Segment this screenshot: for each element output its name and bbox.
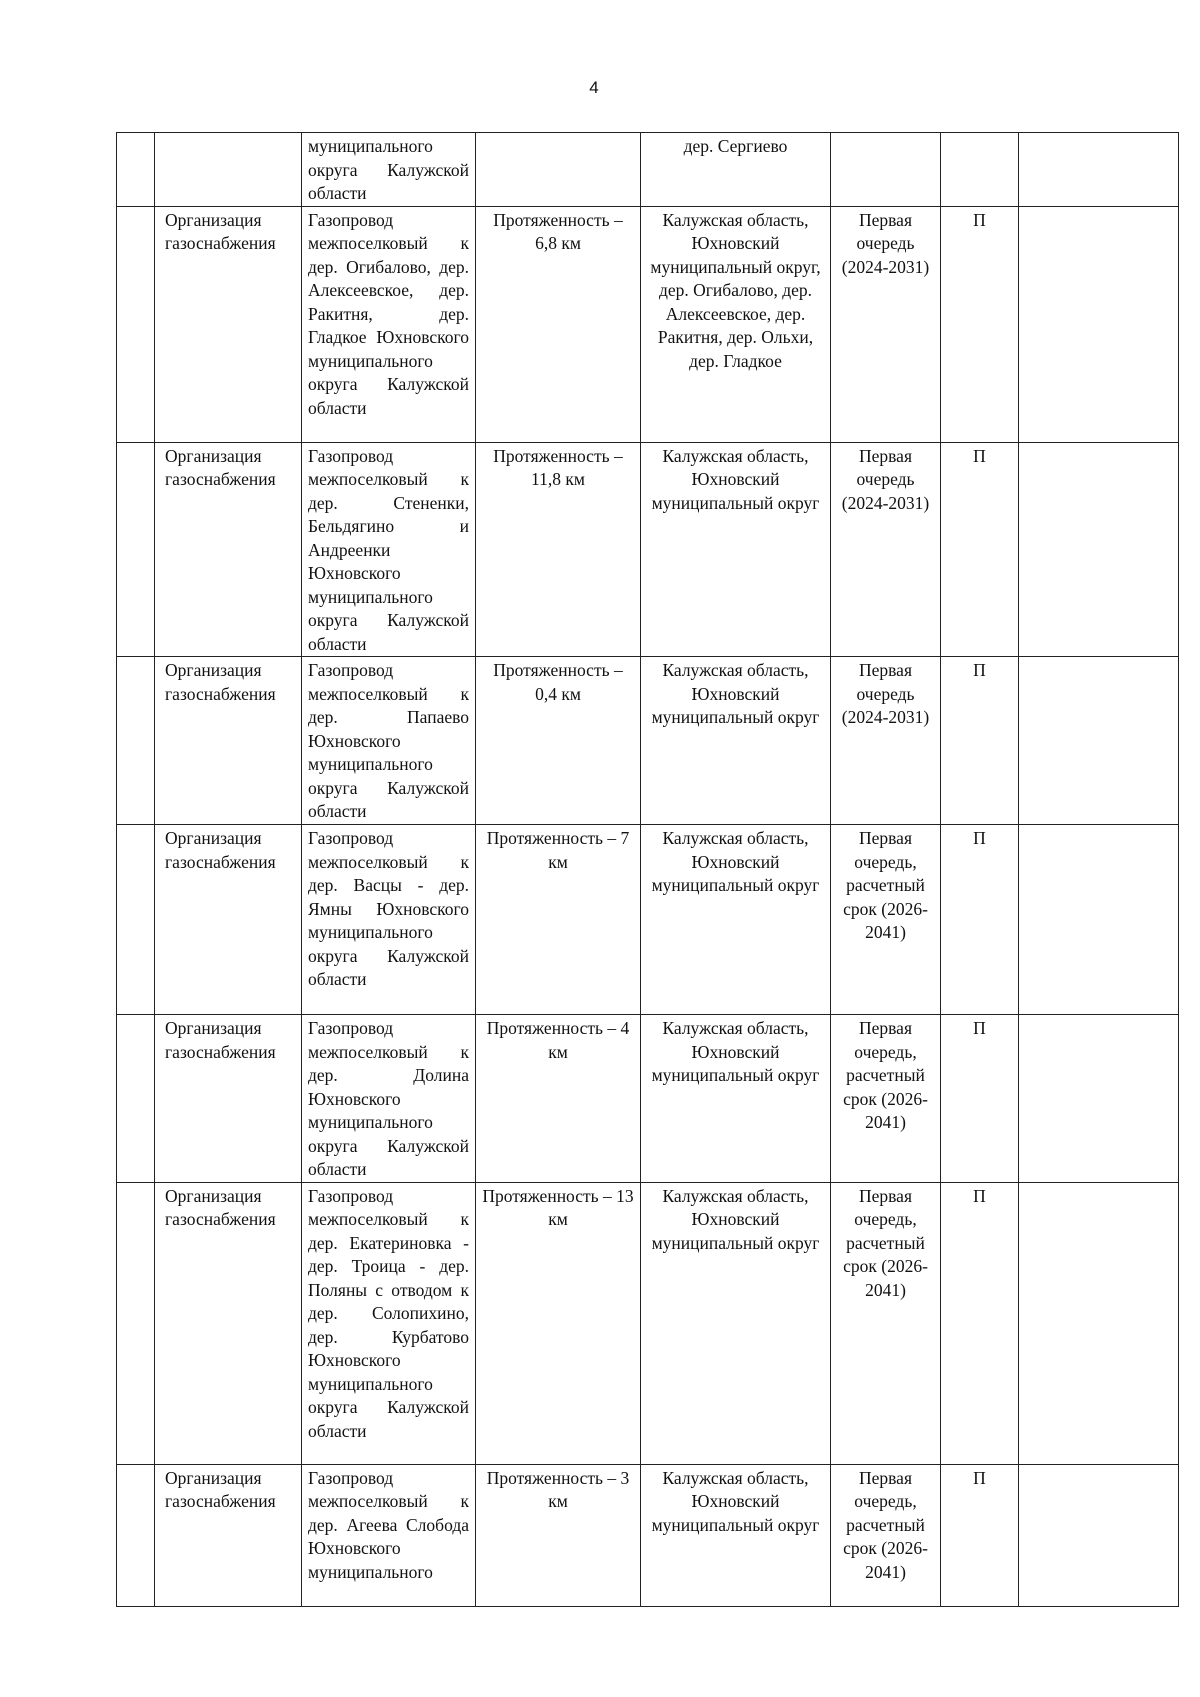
row-status-cell: П	[941, 825, 1019, 1015]
table-row	[117, 657, 1179, 825]
row-location-cell: дер. Сергиево	[641, 133, 831, 207]
row-characteristics-cell: Протяженность – 7 км	[476, 825, 641, 1015]
row-name-cell: Организация газоснабжения	[155, 1015, 302, 1183]
row-location-cell: Калужская область, Юхновский муниципальный округ	[641, 1015, 831, 1183]
row-term-cell: Первая очередь (2024-2031)	[831, 442, 941, 657]
row-term-cell	[831, 133, 941, 207]
row-location-cell: Калужская область, Юхновский муниципальный округ	[641, 825, 831, 1015]
row-object-cell: Газопровод межпоселковый к дер. Долина Юхновского муниципального округа Калужской области	[302, 1015, 476, 1183]
row-name-cell: Организация газоснабжения	[155, 1182, 302, 1464]
table-row	[117, 442, 1179, 657]
row-status-cell: П	[941, 206, 1019, 442]
row-characteristics-cell: Протяженность – 6,8 км	[476, 206, 641, 442]
row-location-cell: Калужская область, Юхновский муниципальный округ	[641, 442, 831, 657]
row-term-cell: Первая очередь, расчетный срок (2026-2041)	[831, 1464, 941, 1606]
row-characteristics-cell: Протяженность – 13 км	[476, 1182, 641, 1464]
row-location-cell: Калужская область, Юхновский муниципальный округ	[641, 657, 831, 825]
table-row	[117, 825, 1179, 1015]
row-location-cell: Калужская область, Юхновский муниципальный округ	[641, 1464, 831, 1606]
row-status-cell: П	[941, 1464, 1019, 1606]
row-status-cell: П	[941, 657, 1019, 825]
row-characteristics-cell	[476, 133, 641, 207]
row-name-cell: Организация газоснабжения	[155, 1464, 302, 1606]
table-row	[117, 1464, 1179, 1606]
row-term-cell: Первая очередь, расчетный срок (2026-2041)	[831, 1182, 941, 1464]
row-name-cell: Организация газоснабжения	[155, 657, 302, 825]
row-object-cell: Газопровод межпоселковый к дер. Огибалово, дер. Алексеевское, дер. Ракитня, дер. Гладкое Юхновского муниципального округа Калужской области	[302, 206, 476, 442]
page-number: 4	[589, 78, 599, 97]
table-row	[117, 1015, 1179, 1183]
row-term-cell: Первая очередь (2024-2031)	[831, 206, 941, 442]
row-status-cell: П	[941, 1182, 1019, 1464]
row-status-cell: П	[941, 1015, 1019, 1183]
row-name-cell: Организация газоснабжения	[155, 442, 302, 657]
row-location-cell: Калужская область, Юхновский муниципальный округ, дер. Огибалово, дер. Алексеевское, дер. Ракитня, дер. Ольхи, дер. Гладкое	[641, 206, 831, 442]
row-term-cell: Первая очередь, расчетный срок (2026-2041)	[831, 825, 941, 1015]
row-name-cell	[155, 133, 302, 207]
row-location-cell: Калужская область, Юхновский муниципальный округ	[641, 1182, 831, 1464]
table-row	[117, 1182, 1179, 1464]
row-object-cell: Газопровод межпоселковый к дер. Васцы - дер. Ямны Юхновского муниципального округа Калужской области	[302, 825, 476, 1015]
row-object-cell: Газопровод межпоселковый к дер. Папаево Юхновского муниципального округа Калужской области	[302, 657, 476, 825]
row-status-cell: П	[941, 442, 1019, 657]
row-term-cell: Первая очередь (2024-2031)	[831, 657, 941, 825]
row-object-cell: Газопровод межпоселковый к дер. Агеева Слобода Юхновского муниципального	[302, 1464, 476, 1606]
row-term-cell: Первая очередь, расчетный срок (2026-2041)	[831, 1015, 941, 1183]
row-name-cell: Организация газоснабжения	[155, 825, 302, 1015]
row-object-cell: Газопровод межпоселковый к дер. Екатериновка - дер. Троица - дер. Поляны с отводом к дер. Солопихино, дер. Курбатово Юхновского муниципального округа Калужской области	[302, 1182, 476, 1464]
row-characteristics-cell: Протяженность – 11,8 км	[476, 442, 641, 657]
planning-table	[116, 132, 1179, 1607]
row-characteristics-cell: Протяженность – 3 км	[476, 1464, 641, 1606]
row-object-cell: Газопровод межпоселковый к дер. Стененки, Бельдягино и Андреенки Юхновского муниципального округа Калужской области	[302, 442, 476, 657]
table-row	[117, 133, 1179, 207]
row-name-cell: Организация газоснабжения	[155, 206, 302, 442]
row-status-cell	[941, 133, 1019, 207]
row-characteristics-cell: Протяженность – 4 км	[476, 1015, 641, 1183]
table-row	[117, 206, 1179, 442]
row-object-cell: муниципального округа Калужской области	[302, 133, 476, 207]
row-characteristics-cell: Протяженность – 0,4 км	[476, 657, 641, 825]
